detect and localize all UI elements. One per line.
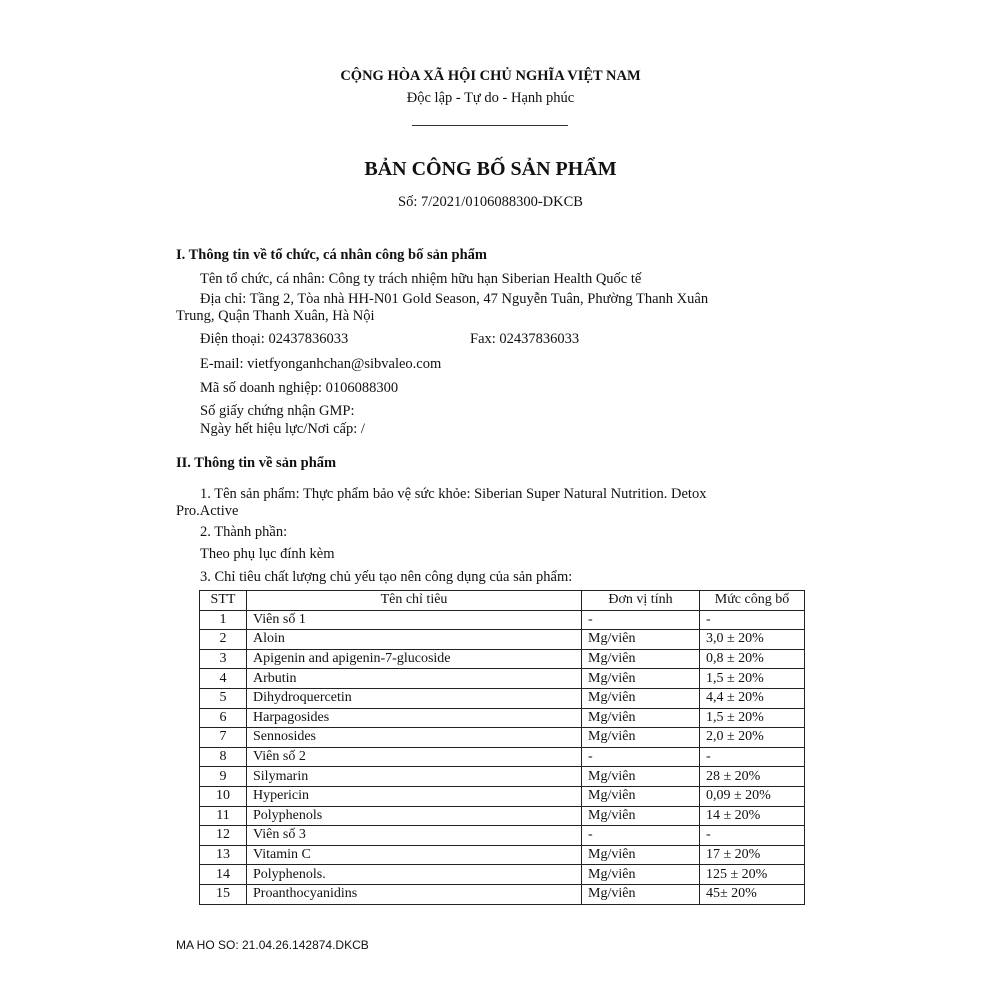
product-name-line2: Pro.Active	[176, 503, 239, 519]
cell-value: 3,0 ± 20%	[700, 630, 805, 650]
fax: Fax: 02437836033	[470, 331, 580, 347]
phone: Điện thoại: 02437836033	[200, 331, 349, 347]
cell-name: Dihydroquercetin	[247, 688, 582, 708]
cell-stt: 4	[200, 669, 247, 689]
document-number: Số: 7/2021/0106088300-DKCB	[398, 194, 583, 210]
ingredients-label: 2. Thành phần:	[200, 524, 288, 540]
cell-name: Sennosides	[247, 728, 582, 748]
table-row	[200, 826, 805, 846]
section1-heading: I. Thông tin về tổ chức, cá nhân công bố sản phẩm	[176, 247, 487, 263]
cell-value: 125 ± 20%	[700, 865, 805, 885]
cell-value: 28 ± 20%	[700, 767, 805, 787]
cell-unit: -	[582, 747, 700, 767]
cell-stt: 9	[200, 767, 247, 787]
cell-unit: Mg/viên	[582, 649, 700, 669]
cell-stt: 12	[200, 826, 247, 846]
cell-name: Viên số 3	[247, 826, 582, 846]
section2-heading: II. Thông tin về sản phẩm	[176, 455, 337, 471]
cell-name: Viên số 2	[247, 747, 582, 767]
cell-stt: 15	[200, 884, 247, 904]
cell-stt: 7	[200, 728, 247, 748]
cell-name: Arbutin	[247, 669, 582, 689]
cell-value: 4,4 ± 20%	[700, 688, 805, 708]
cell-stt: 1	[200, 610, 247, 630]
cell-name: Viên số 1	[247, 610, 582, 630]
cell-unit: Mg/viên	[582, 845, 700, 865]
address-line2: Trung, Quận Thanh Xuân, Hà Nội	[176, 308, 375, 324]
cell-unit: Mg/viên	[582, 884, 700, 904]
cell-stt: 11	[200, 806, 247, 826]
col-stt: STT	[200, 591, 247, 611]
table-row	[200, 747, 805, 767]
table-row	[200, 688, 805, 708]
table-row	[200, 865, 805, 885]
cell-stt: 10	[200, 786, 247, 806]
org-name: Tên tổ chức, cá nhân: Công ty trách nhiệm hữu hạn Siberian Health Quốc tế	[200, 271, 642, 287]
cell-name: Harpagosides	[247, 708, 582, 728]
cell-unit: Mg/viên	[582, 669, 700, 689]
table-row	[200, 669, 805, 689]
expiry: Ngày hết hiệu lực/Nơi cấp: /	[200, 421, 365, 437]
cell-unit: -	[582, 610, 700, 630]
cell-stt: 3	[200, 649, 247, 669]
cell-unit: Mg/viên	[582, 630, 700, 650]
footer-code: MA HO SO: 21.04.26.142874.DKCB	[176, 938, 369, 952]
table-row	[200, 786, 805, 806]
cell-stt: 8	[200, 747, 247, 767]
table-row	[200, 767, 805, 787]
document-title: BẢN CÔNG BỐ SẢN PHẨM	[364, 158, 617, 180]
cell-unit: Mg/viên	[582, 806, 700, 826]
cell-value: 1,5 ± 20%	[700, 669, 805, 689]
cell-value: 45± 20%	[700, 884, 805, 904]
cell-stt: 6	[200, 708, 247, 728]
cell-value: 2,0 ± 20%	[700, 728, 805, 748]
cell-stt: 5	[200, 688, 247, 708]
cell-value: 1,5 ± 20%	[700, 708, 805, 728]
table-row	[200, 884, 805, 904]
cell-value: -	[700, 747, 805, 767]
cell-unit: Mg/viên	[582, 728, 700, 748]
table-row	[200, 630, 805, 650]
divider	[412, 125, 568, 126]
motto: Độc lập - Tự do - Hạnh phúc	[406, 90, 575, 106]
cell-name: Apigenin and apigenin-7-glucoside	[247, 649, 582, 669]
table-row	[200, 610, 805, 630]
tax-code: Mã số doanh nghiệp: 0106088300	[200, 380, 399, 396]
table-row	[200, 708, 805, 728]
cell-unit: Mg/viên	[582, 865, 700, 885]
cell-name: Polyphenols.	[247, 865, 582, 885]
col-value: Mức công bố	[700, 591, 805, 611]
cell-name: Proanthocyanidins	[247, 884, 582, 904]
table-row	[200, 806, 805, 826]
address-line1: Địa chỉ: Tầng 2, Tòa nhà HH-N01 Gold Season, 47 Nguyễn Tuân, Phường Thanh Xuân	[200, 291, 709, 307]
cell-value: 0,09 ± 20%	[700, 786, 805, 806]
cell-value: 17 ± 20%	[700, 845, 805, 865]
cell-value: -	[700, 826, 805, 846]
col-unit: Đơn vị tính	[582, 591, 700, 611]
table-row	[200, 649, 805, 669]
cell-name: Silymarin	[247, 767, 582, 787]
ingredients-value: Theo phụ lục đính kèm	[200, 546, 335, 562]
table-row	[200, 845, 805, 865]
cell-unit: -	[582, 826, 700, 846]
quality-label: 3. Chỉ tiêu chất lượng chủ yếu tạo nên công dụng của sản phẩm:	[200, 569, 573, 585]
email: E-mail: vietfyonganhchan@sibvaleo.com	[200, 356, 442, 372]
cell-name: Hypericin	[247, 786, 582, 806]
gmp: Số giấy chứng nhận GMP:	[200, 403, 355, 419]
cell-stt: 13	[200, 845, 247, 865]
product-name-line1: 1. Tên sản phẩm: Thực phẩm bảo vệ sức khỏe: Siberian Super Natural Nutrition. Detox	[200, 486, 707, 502]
cell-unit: Mg/viên	[582, 767, 700, 787]
cell-unit: Mg/viên	[582, 708, 700, 728]
cell-name: Vitamin C	[247, 845, 582, 865]
cell-value: -	[700, 610, 805, 630]
quality-table	[199, 590, 805, 905]
cell-name: Aloin	[247, 630, 582, 650]
table-row	[200, 728, 805, 748]
cell-name: Polyphenols	[247, 806, 582, 826]
col-name: Tên chỉ tiêu	[247, 591, 582, 611]
cell-stt: 14	[200, 865, 247, 885]
nation-header: CỘNG HÒA XÃ HỘI CHỦ NGHĨA VIỆT NAM	[340, 68, 641, 84]
cell-unit: Mg/viên	[582, 786, 700, 806]
cell-stt: 2	[200, 630, 247, 650]
cell-value: 14 ± 20%	[700, 806, 805, 826]
cell-value: 0,8 ± 20%	[700, 649, 805, 669]
cell-unit: Mg/viên	[582, 688, 700, 708]
